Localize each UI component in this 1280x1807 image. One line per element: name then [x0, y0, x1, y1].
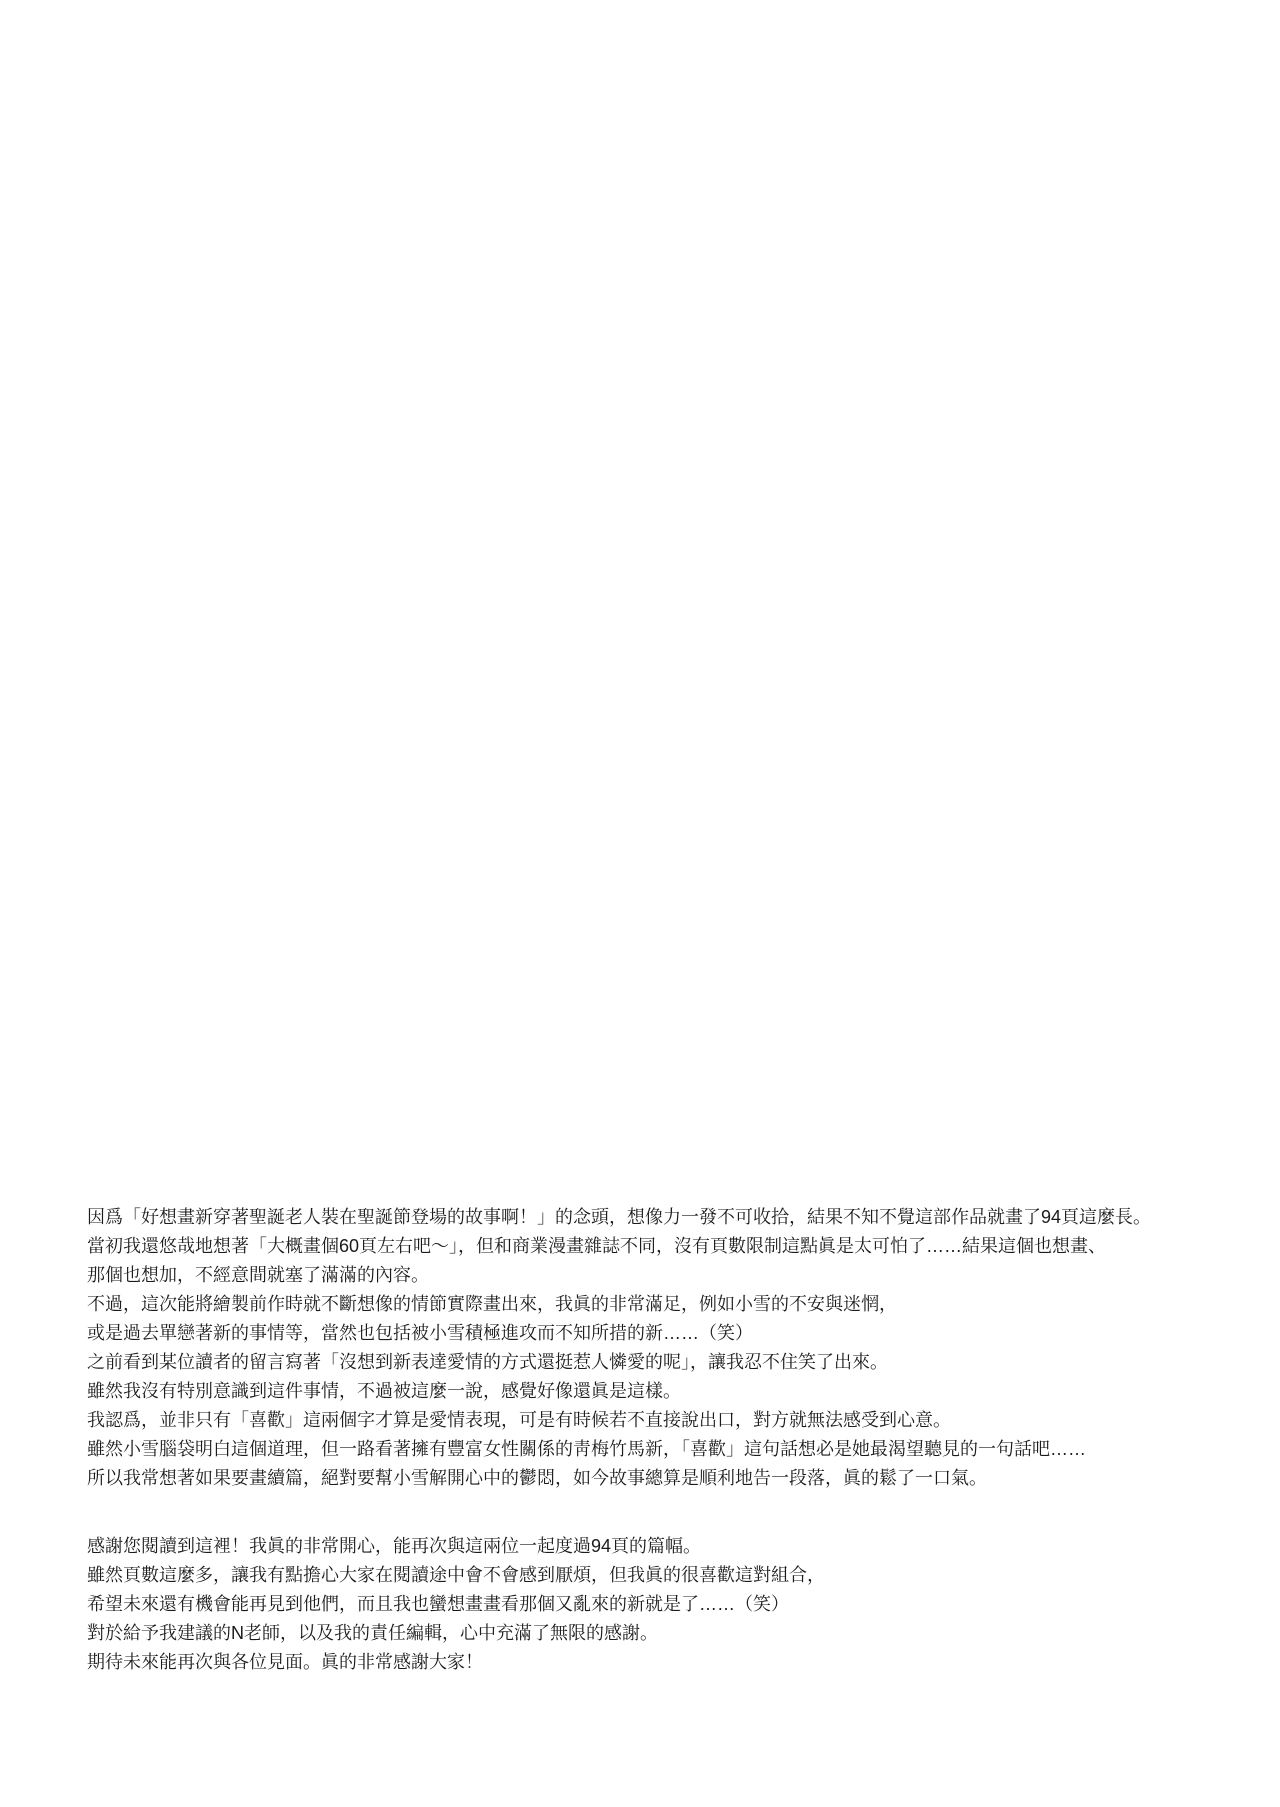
- text-line: 希望未來還有機會能再見到他們，而且我也蠻想畫畫看那個又亂來的新就是了……（笑）: [87, 1594, 789, 1614]
- text-line: 因爲「好想畫新穿著聖誕老人裝在聖誕節登場的故事啊！」的念頭，想像力一發不可收拾，結果不知不覺這部作品就畫了94頁這麼長。: [87, 1207, 1152, 1227]
- text-line: 期待未來能再次與各位見面。眞的非常感謝大家！: [87, 1652, 483, 1672]
- text-line: 對於給予我建議的N老師，以及我的責任編輯，心中充滿了無限的感謝。: [87, 1623, 658, 1643]
- text-line: 不過，這次能將繪製前作時就不斷想像的情節實際畫出來，我眞的非常滿足，例如小雪的不安與迷惘，: [87, 1294, 897, 1314]
- text-line: 當初我還悠哉地想著「大概畫個60頁左右吧～」，但和商業漫畫雜誌不同，沒有頁數限制這點眞是太可怕了……結果這個也想畫、: [87, 1236, 1107, 1256]
- text-line: 雖然頁數這麼多，讓我有點擔心大家在閱讀途中會不會感到厭煩，但我眞的很喜歡這對組合，: [87, 1565, 825, 1585]
- afterword-paragraph-2: [87, 1532, 1227, 1677]
- text-line: 感謝您閱讀到這裡！我眞的非常開心，能再次與這兩位一起度過94頁的篇幅。: [87, 1536, 702, 1556]
- text-line: 或是過去單戀著新的事情等，當然也包括被小雪積極進攻而不知所措的新……（笑）: [87, 1323, 753, 1343]
- text-line: 雖然我沒有特別意識到這件事情，不過被這麼一說，感覺好像還眞是這樣。: [87, 1381, 681, 1401]
- text-line: 雖然小雪腦袋明白這個道理，但一路看著擁有豐富女性關係的靑梅竹馬新，「喜歡」這句話想必是她最渴望聽見的一句話吧……: [87, 1439, 1086, 1459]
- afterword-paragraph-1: [87, 1203, 1227, 1493]
- text-line: 之前看到某位讀者的留言寫著「沒想到新表達愛情的方式還挺惹人憐愛的呢」，讓我忍不住笑了出來。: [87, 1352, 888, 1372]
- afterword-text-block: [87, 1203, 1227, 1677]
- text-line: 那個也想加，不經意間就塞了滿滿的內容。: [87, 1265, 429, 1285]
- text-line: 所以我常想著如果要畫續篇，絕對要幫小雪解開心中的鬱悶，如今故事總算是順利地告一段落，眞的鬆了一口氣。: [87, 1468, 987, 1488]
- text-line: 我認爲，並非只有「喜歡」這兩個字才算是愛情表現，可是有時候若不直接說出口，對方就無法感受到心意。: [87, 1410, 951, 1430]
